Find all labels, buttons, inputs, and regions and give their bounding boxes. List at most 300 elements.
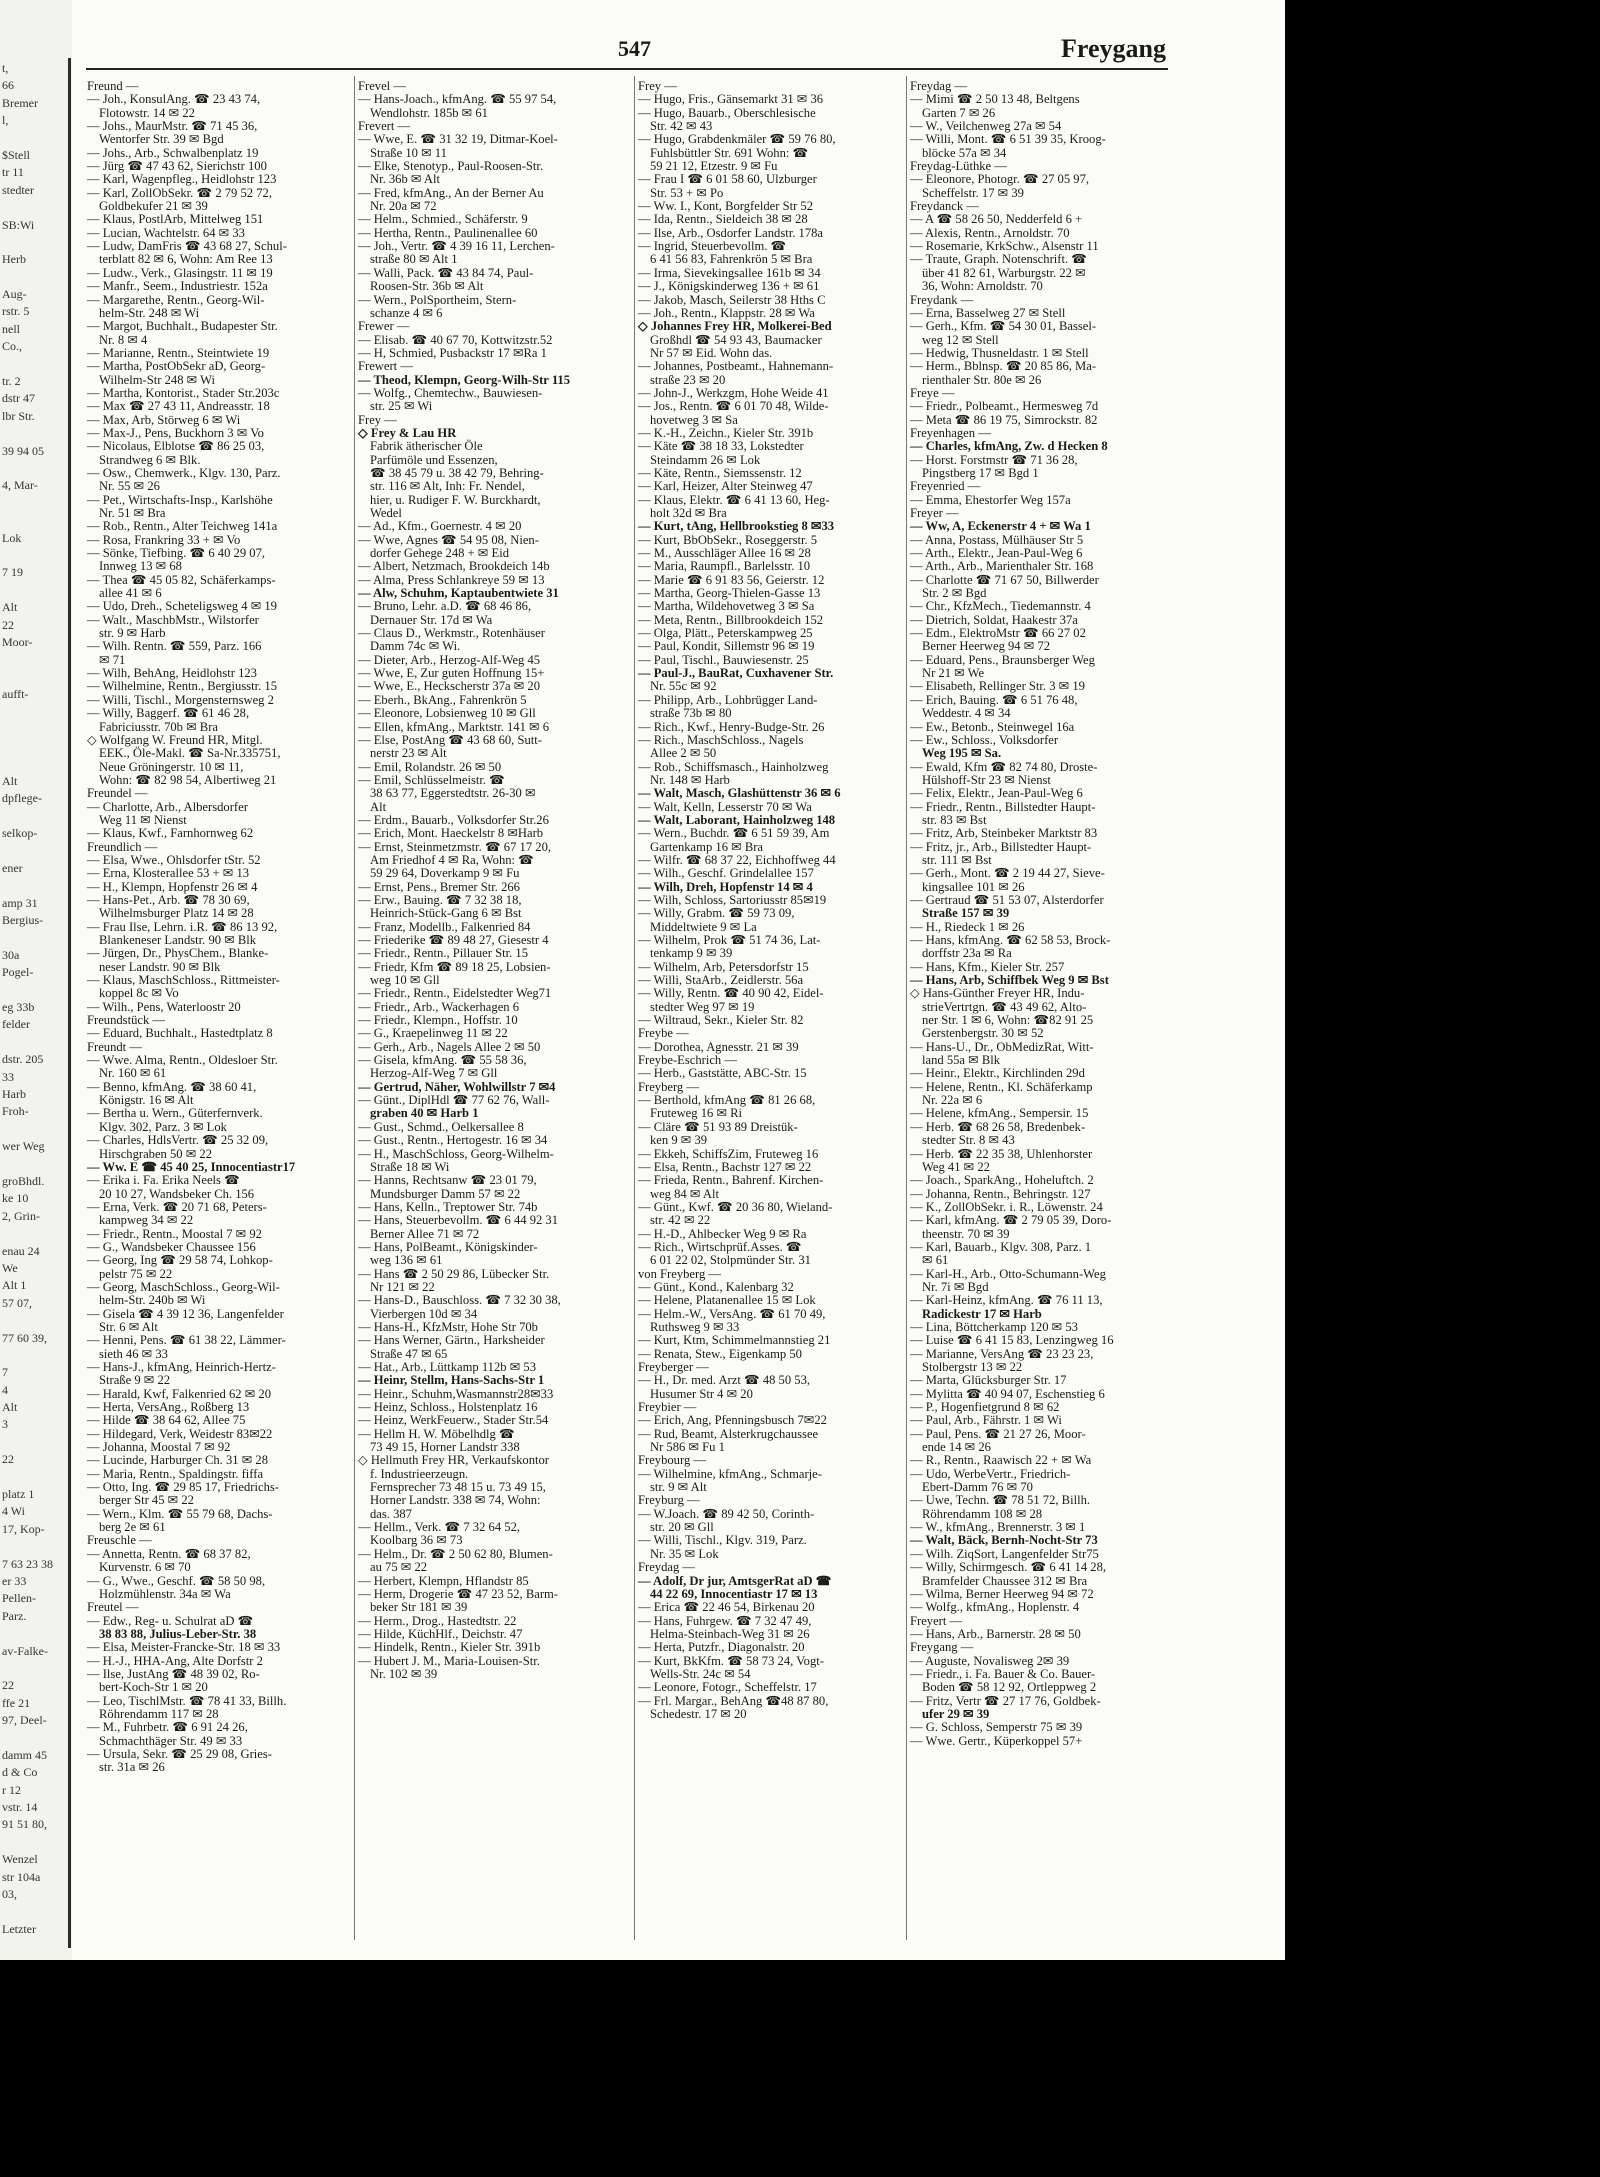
directory-entry: — Helene, Rentn., Kl. Schäferkamp [910,1079,1093,1094]
gutter-fragment: ener [2,860,23,875]
directory-entry: — Karl, kfmAng. ☎ 2 79 05 39, Doro- [910,1213,1112,1228]
gutter-fragment: 4 Wi [2,1504,25,1519]
directory-entry: — Hedwig, Thusneldastr. 1 ✉ Stell [910,345,1089,360]
directory-entry: — Klaus, Elektr. ☎ 6 41 13 60, Heg- [638,492,830,507]
gutter-fragment: Moor- [2,634,33,649]
gutter-fragment: tr 11 [2,165,24,180]
directory-entry: Vierbergen 10d ✉ 34 [370,1306,478,1321]
directory-entry: — Hanns, Rechtsanw ☎ 23 01 79, [358,1173,537,1188]
directory-entry: — Heinz, WerkFeuerw., Stader Str.54 [358,1413,549,1428]
directory-entry: 36, Wohn: Arnoldstr. 70 [922,279,1043,294]
gutter-fragment: d & Co [2,1765,38,1780]
directory-entry: — Rosa, Frankring 33 + ✉ Vo [87,532,241,547]
directory-entry: — Rosemarie, KrkSchw., Alsenstr 11 [910,239,1099,254]
directory-entry: — Alw, Schuhm, Kaptaubentwiete 31 [358,586,559,601]
gutter-fragment: rstr. 5 [2,304,30,319]
gutter-fragment: wer Weg [2,1139,45,1154]
directory-entry: — Charles, HdlsVertr. ☎ 25 32 09, [87,1133,269,1148]
directory-entry: — Wern., PolSportheim, Stern- [358,292,517,307]
directory-entry: ✉ 71 [99,652,126,667]
directory-entry: stedter Weg 97 ✉ 19 [650,999,755,1014]
directory-entry: pelstr 75 ✉ 22 [99,1266,173,1281]
directory-entry: — Hertha, Rentn., Paulinenallee 60 [358,225,538,240]
directory-entry: — Wern., Klm. ☎ 55 79 68, Dachs- [87,1506,273,1521]
directory-entry: — Wwe, Agnes ☎ 54 95 08, Nien- [358,532,539,547]
directory-entry: Nr 586 ✉ Fu 1 [650,1440,725,1455]
directory-entry: — Benno, kfmAng. ☎ 38 60 41, [87,1079,257,1094]
directory-entry: — H., Klempn, Hopfenstr 26 ✉ 4 [87,879,258,894]
directory-entry: — Erna, Klosterallee 53 + ✉ 13 [87,866,250,881]
scan-border-right [1285,0,1600,2177]
directory-entry: — Friedr., i. Fa. Bauer & Co. Bauer- [910,1666,1096,1681]
surname-heading: Freyenhagen — [910,425,991,440]
gutter-fragment: 91 51 80, [2,1817,47,1832]
directory-entry: 6 01 22 02, Stolpmünder Str. 31 [650,1253,811,1268]
directory-entry: Herzog-Alf-Weg 7 ✉ Gll [370,1066,498,1081]
directory-entry: — Herb., Gaststätte, ABC-Str. 15 [638,1066,807,1081]
gutter-fragment: ke 10 [2,1191,29,1206]
directory-entry: — Herb. ☎ 22 35 38, Uhlenhorster [910,1146,1093,1161]
surname-heading: Freydank — [910,292,974,307]
directory-entry: — Adolf, Dr jur, AmtsgerRat aD ☎ [638,1573,832,1588]
directory-entry: Str. 6 ✉ Alt [99,1319,158,1334]
directory-entry: — Edm., ElektroMstr ☎ 66 27 02 [910,626,1086,641]
gutter-fragment: Alt [2,1400,18,1415]
directory-entry: — Sönke, Tiefbing. ☎ 6 40 29 07, [87,546,266,561]
directory-entry: — Hans-H., KfzMstr, Hohe Str 70b [358,1319,538,1334]
directory-entry: ☎ 38 45 79 u. 38 42 79, Behring- [370,465,544,480]
directory-entry: — Joh., Rentn., Klappstr. 28 ✉ Wa [638,305,815,320]
surname-heading: Frewer — [358,319,410,334]
directory-entry: — Lina, Böttcherkamp 120 ✉ 53 [910,1319,1078,1334]
directory-entry: — Erdm., Bauarb., Volksdorfer Str.26 [358,812,549,827]
directory-entry: — Hans-Pet., Arb. ☎ 78 30 69, [87,892,250,907]
directory-entry: Damm 74c ✉ Wi. [370,639,461,654]
gutter-fragment [2,1121,66,1138]
directory-entry: — W.Joach. ☎ 89 42 50, Corinth- [638,1506,815,1521]
directory-entry: Klgv. 302, Parz. 3 ✉ Lok [99,1119,227,1134]
gutter-fragment [2,651,66,668]
gutter-fragment: lbr Str. [2,408,35,423]
directory-entry: Strandweg 6 ✉ Blk. [99,452,201,467]
directory-entry: Nr. 35 ✉ Lok [650,1546,719,1561]
directory-entry: — Marianne, Rentn., Steintwiete 19 [87,345,270,360]
directory-entry: Nr. 7i ✉ Bgd [922,1279,989,1294]
gutter-fragment [2,1312,66,1329]
directory-entry: — Wilhelmine, kfmAng., Schmarje- [638,1466,822,1481]
gutter-fragment [2,1538,66,1555]
directory-entry: — Johanna, Rentn., Behringstr. 127 [910,1186,1091,1201]
gutter-fragment [2,269,66,286]
directory-entry: — Hans, Kelln., Treptower Str. 74b [358,1199,538,1214]
directory-entry: — Erich, Ang, Pfenningsbusch 7✉22 [638,1413,827,1428]
directory-entry: — Uwe, Techn. ☎ 78 51 72, Billh. [910,1493,1091,1508]
gutter-fragment [2,1660,66,1677]
directory-entry: holt 32d ✉ Bra [650,506,727,520]
directory-entry: — Friedr, Kfm ☎ 89 18 25, Lobsien- [358,959,551,974]
directory-entry: Wedel [370,506,402,520]
directory-entry: — Willy, Baggerf. ☎ 61 46 28, [87,706,250,721]
directory-entry: — Helm., Schmied., Schäferstr. 9 [358,212,528,227]
directory-entry: — P., Hogenfietgrund 8 ✉ 62 [910,1400,1060,1415]
directory-entry: Pingstberg 17 ✉ Bgd 1 [922,465,1039,480]
directory-entry: — Claus D., Werkmstr., Rotenhäuser [358,626,545,641]
directory-entry: Garten 7 ✉ 26 [922,105,996,120]
directory-entry: str. 31a ✉ 26 [99,1760,165,1775]
gutter-fragment: aufft- [2,687,29,702]
directory-entry: — Erna, Verk. ☎ 20 71 68, Peters- [87,1199,267,1214]
directory-entry: — Ludw, DamFris ☎ 43 68 27, Schul- [87,239,287,254]
directory-entry: — Martha, Wildehovetweg 3 ✉ Sa [638,599,815,614]
directory-entry: Blankeneser Landstr. 90 ✉ Blk [99,933,257,947]
gutter-fragment: 7 63 23 38 [2,1556,53,1571]
gutter-fragment: We [2,1260,18,1275]
directory-entry: — A ☎ 58 26 50, Nedderfeld 6 + [910,212,1083,227]
directory-entry: dorfer Gehege 248 + ✉ Eid [370,546,509,561]
gutter-fragment: 22 [2,1678,14,1693]
directory-entry: — Elisabeth, Rellinger Str. 3 ✉ 19 [910,679,1085,694]
gutter-fragment: Herb [2,252,26,267]
directory-entry: hovetweg 3 ✉ Sa [650,412,738,427]
gutter-fragment: 2, Grin- [2,1208,40,1223]
surname-heading: Freybe-Eschrich — [638,1053,737,1068]
gutter-fragment [2,425,66,442]
directory-entry: — Frau Ilse, Lehrn. i.R. ☎ 86 13 92, [87,919,278,934]
page-number: 547 [618,36,651,61]
directory-entry: — Friedr., Rentn., Moostal 7 ✉ 92 [87,1226,262,1241]
directory-entry: — Wilh. Rentn. ☎ 559, Parz. 166 [87,639,262,654]
gutter-fragment: 22 [2,1452,14,1467]
directory-entry: Nr. 55c ✉ 92 [650,679,717,694]
gutter-fragment [2,721,66,738]
directory-entry: — Meta, Rentn., Billbrookdeich 152 [638,612,824,627]
gutter-fragment: 03, [2,1887,17,1902]
gutter-fragment: t, [2,61,9,75]
directory-entry: koppel 8c ✉ Vo [99,986,179,1001]
column-3 [638,80,900,1940]
directory-entry: — Martha, Georg-Thielen-Gasse 13 [638,586,821,601]
gutter-fragment [2,843,66,860]
directory-entry: — Willi, Tischl., Morgensternsweg 2 [87,692,274,707]
gutter-fragment: Bergius- [2,913,44,928]
directory-entry: Neue Gröningerstr. 10 ✉ 11, [99,759,244,774]
directory-entry: — Helene, Platanenallee 15 ✉ Lok [638,1293,816,1308]
directory-entry: — Lucinde, Harburger Ch. 31 ✉ 28 [87,1453,268,1468]
gutter-fragment: Alt [2,774,18,789]
directory-entry: — Felix, Elektr., Jean-Paul-Weg 6 [910,786,1083,801]
directory-entry: — Bertha u. Wern., Güterfernverk. [87,1106,263,1121]
gutter-rule [68,58,71,1948]
gutter-fragment [2,495,66,512]
directory-entry: — Willy, Rentn. ☎ 40 90 42, Eidel- [638,986,824,1001]
surname-heading: Freydanck — [910,199,979,214]
directory-entry: Parfümöle und Essenzen, [370,452,498,467]
directory-entry: — Ekkeh, SchiffsZim, Fruteweg 16 [638,1146,819,1161]
directory-entry: rienthaler Str. 80e ✉ 26 [922,372,1042,387]
gutter-fragment: 66 [2,78,14,93]
directory-entry: — Elke, Stenotyp., Paul-Roosen-Str. [358,159,544,174]
directory-entry: Nr. 148 ✉ Harb [650,772,730,787]
directory-entry: — Arth., Elektr., Jean-Paul-Weg 6 [910,546,1083,561]
directory-entry: Flotowstr. 14 ✉ 22 [99,105,195,120]
directory-entry: — Fritz, jr., Arb., Billstedter Haupt- [910,839,1092,854]
directory-entry: — Erw., Bauing. ☎ 7 32 38 18, [358,892,522,907]
directory-entry: — Hans-J., kfmAng, Heinrich-Hertz- [87,1360,276,1374]
directory-entry: — Herm, Drogerie ☎ 47 23 52, Barm- [358,1586,558,1601]
directory-entry: — Ursula, Sekr. ☎ 25 29 08, Gries- [87,1746,272,1761]
directory-entry: sieth 46 ✉ 33 [99,1346,168,1361]
directory-entry: Innweg 13 ✉ 68 [99,559,182,574]
directory-entry: str. 25 ✉ Wi [370,399,433,414]
gutter-fragment: av-Falke- [2,1643,48,1658]
directory-entry: — Wilfr. ☎ 68 37 22, Eichhoffweg 44 [638,852,836,867]
directory-entry: Kurvenstr. 6 ✉ 70 [99,1560,191,1575]
directory-entry: — Harald, Kwf, Falkenried 62 ✉ 20 [87,1386,272,1401]
gutter-fragment [2,1034,66,1051]
surname-heading: Freygang — [910,1640,974,1655]
directory-entry: — Hugo, Bauarb., Oberschlesische [638,105,816,120]
directory-entry: — Bruno, Lehr. a.D. ☎ 68 46 86, [358,599,532,614]
directory-entry: — Gust., Schmd., Oelkersallee 8 [358,1119,524,1134]
gutter-fragment [2,1225,66,1242]
directory-entry: weg 10 ✉ Gll [370,973,440,988]
directory-entry: weg 12 ✉ Stell [922,332,999,347]
surname-heading: Frey — [638,79,677,93]
directory-entry: — Dieter, Arb., Herzog-Alf-Weg 45 [358,652,541,667]
gutter-fragment: Lok [2,530,22,545]
directory-entry: Schmachthäger Str. 49 ✉ 33 [99,1733,243,1748]
directory-entry: — Friederike ☎ 89 48 27, Giesestr 4 [358,933,549,947]
gutter-fragment: l, [2,113,9,128]
directory-entry: — Frau I ☎ 6 01 58 60, Ulzburger [638,172,817,187]
directory-entry: — Wilhelm, Arb, Petersdorfstr 15 [638,959,809,974]
directory-entry: — Frieda, Rentn., Bahrenf. Kirchen- [638,1173,824,1188]
gutter-fragment [2,1834,66,1851]
directory-entry: Nr. 102 ✉ 39 [370,1666,438,1681]
directory-entry: — Hans, Steuerbevollm. ☎ 6 44 92 31 [358,1213,559,1228]
gutter-fragment: 7 19 [2,565,23,580]
gutter-fragment: Co., [2,339,23,354]
directory-entry: — Ewald, Kfm ☎ 82 74 80, Droste- [910,759,1098,774]
directory-entry: — Kurt, tAng, Hellbrookstieg 8 ✉33 [638,519,835,534]
directory-entry: — Hans ☎ 2 50 29 86, Lübecker Str. [358,1266,550,1281]
directory-entry: Bramfelder Chaussee 312 ✉ Bra [922,1573,1088,1588]
directory-entry: — H., Dr. med. Arzt ☎ 48 50 53, [638,1373,811,1388]
directory-entry: Middeltwiete 9 ✉ La [650,919,757,934]
directory-entry: — Hat., Arb., Lüttkamp 112b ✉ 53 [358,1360,536,1374]
directory-entry: — Dorothea, Agnesstr. 21 ✉ 39 [638,1039,799,1054]
directory-entry: — Hindelk, Rentn., Kieler Str. 391b [358,1640,541,1655]
directory-entry: — R., Rentn., Raawisch 22 + ✉ Wa [910,1453,1092,1468]
directory-entry: — Hugo, Fris., Gänsemarkt 31 ✉ 36 [638,92,824,107]
directory-entry: neser Landstr. 90 ✉ Blk [99,959,221,974]
gutter-fragment: 4 [2,1382,8,1397]
directory-entry: — Cläre ☎ 51 93 89 Dreistük- [638,1119,798,1134]
gutter-fragment: Harb [2,1087,26,1102]
gutter-fragment: 57 07, [2,1295,32,1310]
directory-entry: — Walli, Pack. ☎ 43 84 74, Paul- [358,265,534,280]
directory-entry: — Hellm H. W. Möbelhdlg ☎ [358,1426,515,1441]
directory-entry: Alt [370,799,387,814]
gutter-fragment [2,512,66,529]
surname-heading: Frevel — [358,79,406,93]
gutter-fragment: str 104a [2,1869,41,1884]
directory-entry: — Heinr, Stellm, Hans-Sachs-Str 1 [358,1373,545,1388]
gutter-fragment: 33 [2,1069,14,1084]
directory-entry: f. Industrieerzeugn. [370,1466,469,1481]
directory-entry: — Willy, Schirmgesch. ☎ 6 41 14 28, [910,1560,1107,1575]
directory-entry: — Friedr., Rentn., Pillauer Str. 15 [358,946,529,961]
directory-entry: — Franz, Modellb., Falkenried 84 [358,919,531,934]
directory-entry: Nr. 22a ✉ 6 [922,1093,983,1108]
directory-entry: — Hubert J. M., Maria-Louisen-Str. [358,1653,540,1668]
directory-entry: über 41 82 61, Warburgstr. 22 ✉ [922,265,1086,280]
gutter-fragment: tr. 2 [2,374,21,389]
directory-entry: — Alexis, Rentn., Arnoldstr. 70 [910,225,1070,240]
directory-entry: Nr. 8 ✉ 4 [99,332,148,347]
gutter-fragment: Alt 1 [2,1278,27,1293]
directory-entry: — Maria, Rentn., Spaldingstr. fiffa [87,1466,264,1481]
directory-entry: — Herta, VersAng., Roßberg 13 [87,1400,250,1415]
directory-entry: — G. Schloss, Semperstr 75 ✉ 39 [910,1720,1083,1735]
gutter-fragment: 7 [2,1365,8,1380]
directory-entry: — Auguste, Novalisweg 2✉ 39 [910,1653,1070,1668]
directory-entry: helm-Str. 248 ✉ Wi [99,305,200,320]
directory-entry: — Irma, Sievekingsallee 161b ✉ 34 [638,265,821,280]
gutter-fragment: Froh- [2,1104,29,1119]
directory-entry: — Hans-U., Dr., ObMedizRat, Witt- [910,1039,1094,1054]
directory-entry: — Meta ☎ 86 19 75, Simrockstr. 82 [910,412,1098,427]
directory-entry: allee 41 ✉ 6 [99,586,162,601]
gutter-fragment [2,199,66,216]
directory-entry: — Thea ☎ 45 05 82, Schäferkamps- [87,572,276,587]
directory-entry: — Willi, StaArb., Zeidlerstr. 56a [638,973,804,988]
directory-entry: — Wwe. Alma, Rentn., Oldesloer Str. [87,1053,278,1068]
gutter-fragment [2,130,66,147]
directory-entry: — Hans, PolBeamt., Königskinder- [358,1239,538,1254]
directory-entry: Röhrendamm 108 ✉ 28 [922,1506,1043,1521]
directory-entry: — Jos., Rentn. ☎ 6 01 70 48, Wilde- [638,399,829,414]
directory-entry: ◇ Hellmuth Frey HR, Verkaufskontor [358,1453,549,1468]
directory-entry: — Helm., Dr. ☎ 2 50 62 80, Blumen- [358,1546,553,1561]
surname-heading: Freybe — [638,1026,689,1041]
gutter-fragment: vstr. 14 [2,1800,38,1815]
directory-entry: — Marta, Glücksburger Str. 17 [910,1373,1067,1388]
directory-entry: str. 9 ✉ Harb [99,626,166,641]
directory-entry: — Kurt, BkKfm. ☎ 58 73 24, Vogt- [638,1653,824,1668]
gutter-fragment: 97, Deel- [2,1713,47,1728]
directory-entry: — H.-D., Ahlbecker Weg 9 ✉ Ra [638,1226,807,1241]
directory-entry: weg 136 ✉ 61 [370,1253,443,1268]
directory-entry: Fruteweg 16 ✉ Ri [650,1106,743,1121]
directory-entry: — Maria, Raumpfl., Barlelsstr. 10 [638,559,811,574]
directory-entry: — Udo, WerbeVertr., Friedrich- [910,1466,1071,1481]
directory-entry: ◇ Hans-Günther Freyer HR, Indu- [910,986,1085,1001]
directory-entry: — Herta, Putzfr., Diagonalstr. 20 [638,1640,805,1655]
gutter-fragment [2,1625,66,1642]
directory-entry: — Renata, Stew., Eigenkamp 50 [638,1346,802,1361]
directory-entry: — Gisela ☎ 4 39 12 36, Langenfelder [87,1306,284,1321]
directory-entry: — Luise ☎ 6 41 15 83, Lenzingweg 16 [910,1333,1114,1348]
directory-entry: — Jürg ☎ 47 43 62, Sierichstr 100 [87,159,267,174]
directory-entry: — Hans-D., Bauschloss. ☎ 7 32 30 38, [358,1293,561,1308]
gutter-fragment [2,1938,66,1955]
directory-entry: — Hugo, Grabdenkmäler ☎ 59 76 80, [638,132,836,147]
surname-heading: Freundt — [87,1039,142,1054]
directory-entry: 44 22 69, Innocentiastr 17 ✉ 13 [650,1586,818,1601]
gutter-fragment: 17, Kop- [2,1521,45,1536]
directory-entry: — Eduard, Buchhalt., Hastedtplatz 8 [87,1026,273,1041]
directory-entry: — Herm., Bblnsp. ☎ 20 85 86, Ma- [910,359,1097,374]
directory-entry: — H., Riedeck 1 ✉ 26 [910,919,1025,934]
directory-entry: — Ilse, JustAng ☎ 48 39 02, Ro- [87,1666,260,1681]
directory-entry: — Wwe. Gertr., Küperkoppel 57+ [910,1733,1083,1748]
gutter-text [2,60,66,2112]
directory-entry: — Klaus, Kwf., Farnhornweg 62 [87,826,254,841]
directory-entry: — M., Fuhrbetr. ☎ 6 91 24 26, [87,1720,248,1735]
directory-entry: 6 41 56 83, Fahrenkrön 5 ✉ Bra [650,252,813,267]
directory-entry: beker Str 181 ✉ 39 [370,1600,468,1615]
directory-entry: kingsallee 101 ✉ 26 [922,879,1025,894]
directory-entry: — Käte ☎ 38 18 33, Lokstedter [638,439,804,454]
directory-entry: — Karl-H., Arb., Otto-Schumann-Weg [910,1266,1106,1281]
directory-entry: — Annetta, Rentn. ☎ 68 37 82, [87,1546,251,1561]
directory-entry: Fabrik ätherischer Öle [370,439,483,454]
directory-entry: — Edw., Reg- u. Schulrat aD ☎ [87,1613,254,1628]
directory-entry: — Ernst, Pens., Bremer Str. 266 [358,879,520,894]
gutter-fragment: platz 1 [2,1487,35,1502]
directory-entry: — Hellm., Verk. ☎ 7 32 64 52, [358,1520,521,1535]
directory-entry: Wentorfer Str. 39 ✉ Bgd [99,132,224,147]
directory-entry: — Theod, Klempn, Georg-Wilh-Str 115 [358,372,571,387]
directory-entry: — Walt, Masch, Glashüttenstr 36 ✉ 6 [638,786,841,801]
directory-entry: Nr. 51 ✉ Bra [99,506,166,520]
directory-entry: — Hans, Kfm., Kieler Str. 257 [910,959,1065,974]
directory-entry: Nr. 55 ✉ 26 [99,479,160,494]
directory-entry: Am Friedhof 4 ✉ Ra, Wohn: ☎ [370,852,534,867]
gutter-fragment: 77 60 39, [2,1330,47,1345]
gutter-fragment: Wenzel [2,1852,38,1867]
directory-entry: — Georg, MaschSchloss., Georg-Wil- [87,1279,280,1294]
directory-entry: — Wiltraud, Sekr., Kieler Str. 82 [638,1013,804,1028]
directory-entry: — Johanna, Moostal 7 ✉ 92 [87,1440,231,1455]
surname-heading: Freutel — [87,1600,139,1615]
directory-entry: — Wolfg., Chemtechw., Bauwiesen- [358,385,543,400]
directory-entry: — Margarethe, Rentn., Georg-Wil- [87,292,265,307]
directory-entry: — Karl, ZollObSekr. ☎ 2 79 52 72, [87,185,272,200]
directory-entry: — Horst. Forstmstr ☎ 71 36 28, [910,452,1078,467]
directory-entry: tenkamp 9 ✉ 39 [650,946,733,961]
directory-entry: Gerstenbergstr. 30 ✉ 52 [922,1026,1044,1041]
directory-entry: — Wwe, E, Zur guten Hoffnung 15+ [358,666,545,681]
column-2 [358,80,620,1940]
directory-entry: — Pet., Wirtschafts-Insp., Karlshöhe [87,492,273,507]
directory-entry: str. 111 ✉ Bst [922,852,992,867]
directory-entry: land 55a ✉ Blk [922,1053,1001,1068]
directory-entry: Weg 11 ✉ Nienst [99,812,187,827]
directory-entry: Hülshoff-Str 23 ✉ Nienst [922,772,1051,787]
directory-entry: — Erich, Bauing. ☎ 6 51 76 48, [910,692,1078,707]
directory-entry: — Emil, Rolandstr. 26 ✉ 50 [358,759,502,774]
directory-entry: — Willi, Mont. ☎ 6 51 39 35, Kroog- [910,132,1106,147]
column-4 [910,80,1172,1940]
directory-entry: Weddestr. 4 ✉ 34 [922,706,1011,721]
directory-entry: Boden ☎ 58 12 92, Ortleppweg 2 [922,1680,1097,1695]
directory-entry: — Emma, Ehestorfer Weg 157a [910,492,1071,507]
directory-entry: Weg 41 ✉ 22 [922,1159,990,1174]
directory-entry: — Klaus, MaschSchloss., Rittmeister- [87,973,280,988]
directory-entry: — Ludw., Verk., Glasingstr. 11 ✉ 19 [87,265,273,280]
